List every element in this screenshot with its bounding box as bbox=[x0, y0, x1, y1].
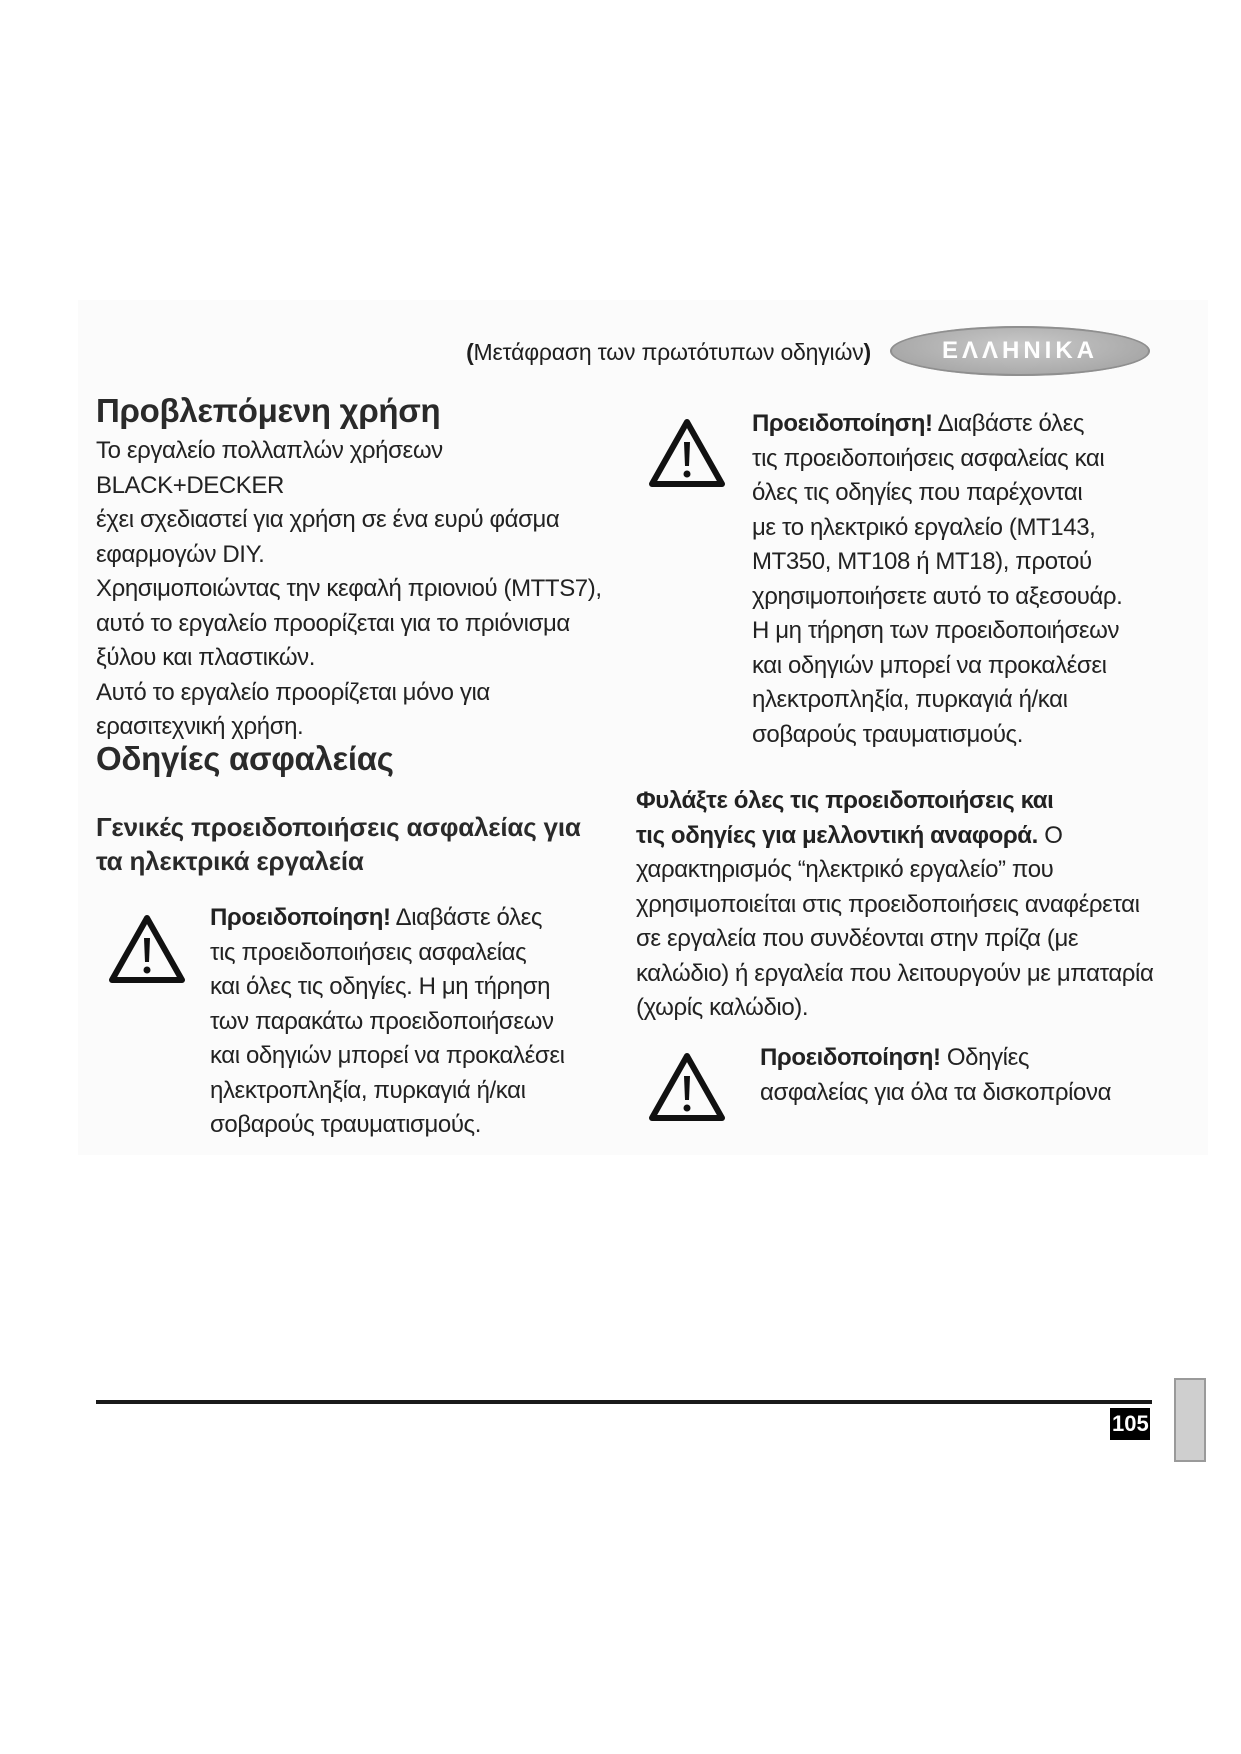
warning-label: Προειδοποίηση! bbox=[210, 904, 391, 931]
warning-label: Προειδοποίηση! bbox=[752, 410, 933, 437]
intended-use-text: Το εργαλείο πολλαπλών χρήσεων BLACK+DECKER έχει σχεδιαστεί για χρήση σε ένα ευρύ φάσμα εφαρμογών DIY. Χρησιμοποιώντας την κεφαλή πριονιού (MTTS7), αυτό το εργαλείο προορίζεται για το πριόνισμα ξύλου και πλαστικών. Αυτό το εργαλείο προορίζεται μόνο για ερασιτεχνική χρήση. bbox=[96, 437, 602, 740]
translation-note: (Μετάφραση των πρωτότυπων οδηγιών) bbox=[466, 339, 871, 365]
footer-rule bbox=[96, 1400, 1152, 1404]
accessory-warning-text: Προειδοποίηση! Διαβάστε όλες τις προειδοποιήσεις ασφαλείας και όλες τις οδηγίες που παρέχονται με το ηλεκτρικό εργαλείο (MT143, MT350, MT108 ή MT18), προτού χρησιμοποιήσετε αυτό το αξεσουάρ. Η μη τήρηση των προειδοποιήσεων και οδηγιών μπορεί να προκαλέσει ηλεκτροπληξία, πυρκαγιά ή/και σοβαρούς τραυματισμούς. bbox=[752, 410, 1123, 748]
page-number: 105 bbox=[1110, 1408, 1150, 1440]
keep-instructions-text: Φυλάξτε όλες τις προειδοποιήσεις και τις οδηγίες για μελλοντική αναφορά. Ο χαρακτηρισμός “ηλεκτρικό εργαλείο” που χρησιμοποιείται στις προειδοποιήσεις αναφέρεται σε εργαλεία που συνδέονται στην πρίζα (με καλώδιο) ή εργαλεία που λειτουργούν με μπαταρία (χωρίς καλώδιο). bbox=[636, 787, 1154, 1021]
safety-heading: Οδηγίες ασφαλείας bbox=[96, 740, 394, 777]
warning-triangle-icon bbox=[648, 1052, 726, 1122]
language-badge-label: ΕΛΛΗΝΙΚΑ bbox=[941, 337, 1099, 364]
side-tab-marker bbox=[1174, 1378, 1206, 1462]
intended-use-heading: Προβλεπόμενη χρήση bbox=[96, 392, 441, 429]
warning-label: Προειδοποίηση! bbox=[760, 1044, 941, 1071]
warning-triangle-icon bbox=[648, 418, 726, 488]
general-warnings-heading: Γενικές προειδοποιήσεις ασφαλείας για τα ηλεκτρικά εργαλεία bbox=[96, 812, 581, 876]
general-warning-text: Προειδοποίηση! Διαβάστε όλες τις προειδοποιήσεις ασφαλείας και όλες τις οδηγίες. Η μη τήρηση των παρακάτω προειδοποιήσεων και οδηγιών μπορεί να προκαλέσει ηλεκτροπληξία, πυρκαγιά ή/και σοβαρούς τραυματισμούς. bbox=[210, 904, 565, 1138]
circular-saw-warning-text: Προειδοποίηση! Οδηγίες ασφαλείας για όλα τα δισκοπρίονα bbox=[760, 1044, 1112, 1106]
warning-triangle-icon bbox=[108, 914, 186, 984]
language-badge bbox=[890, 326, 1150, 376]
